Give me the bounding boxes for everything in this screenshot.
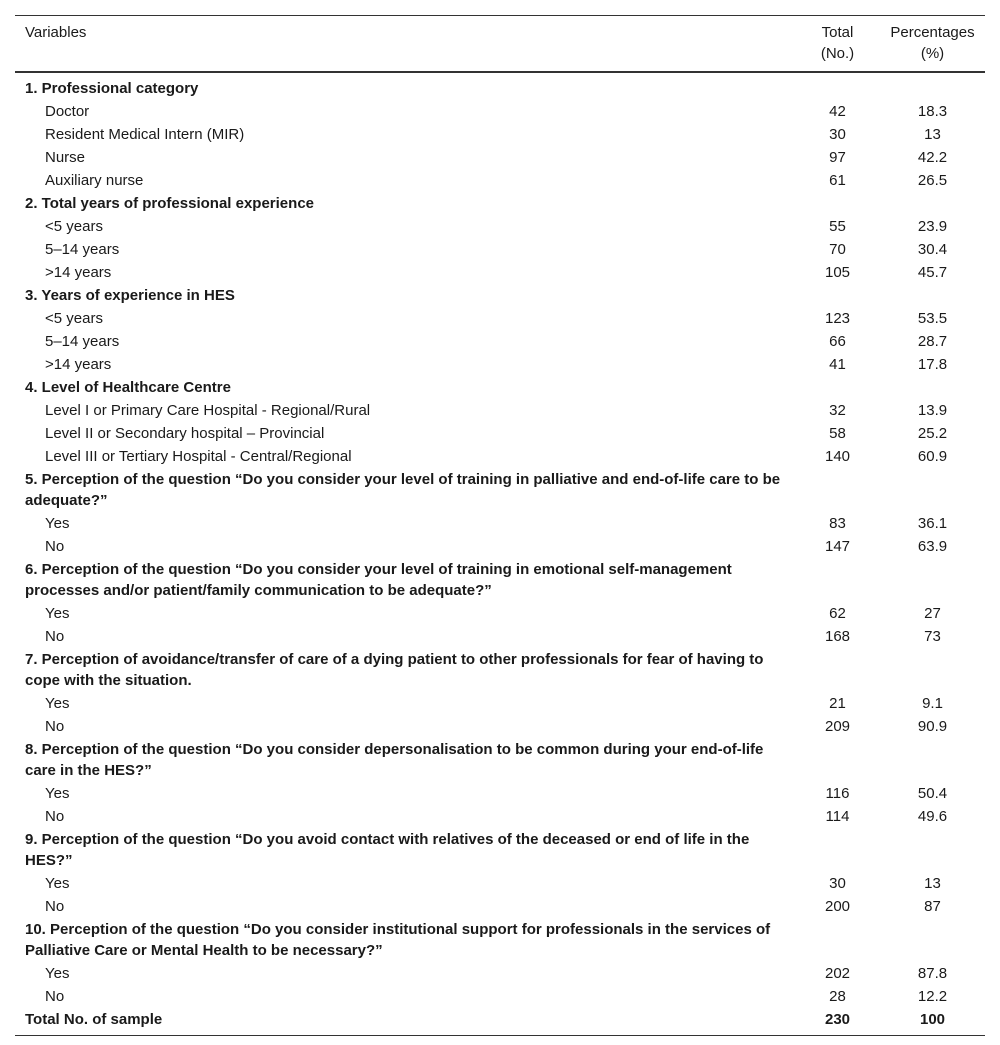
row-total: 83 <box>829 515 846 532</box>
section-title: 9. Perception of the question “Do you avoid contact with relatives of the deceased or end of life in the HES?” <box>25 831 750 869</box>
row-percentage: 36.1 <box>917 515 948 532</box>
table-row <box>15 123 985 146</box>
row-label: Nurse <box>45 149 86 166</box>
row-label: 5–14 years <box>45 241 120 258</box>
empty-cell <box>880 468 985 512</box>
table-row <box>15 422 985 445</box>
row-total: 55 <box>829 218 846 235</box>
empty-cell <box>795 192 880 215</box>
row-label: Yes <box>45 875 70 892</box>
table-row <box>15 962 985 985</box>
empty-cell <box>880 376 985 399</box>
table-row <box>15 985 985 1008</box>
table-body <box>15 72 985 1036</box>
row-percentage: 90.9 <box>917 718 948 735</box>
table-row <box>15 782 985 805</box>
table-row <box>15 146 985 169</box>
row-label: Level III or Tertiary Hospital - Central/Regional <box>45 448 352 465</box>
row-percentage: 9.1 <box>922 695 943 712</box>
empty-cell <box>880 284 985 307</box>
section-title: 3. Years of experience in HES <box>25 287 235 304</box>
row-label: No <box>45 538 65 555</box>
section-row <box>15 72 985 100</box>
section-row <box>15 376 985 399</box>
row-percentage: 25.2 <box>917 425 948 442</box>
row-percentage: 18.3 <box>917 103 948 120</box>
row-percentage: 53.5 <box>917 310 948 327</box>
row-label: >14 years <box>45 264 112 281</box>
section-title: 6. Perception of the question “Do you consider your level of training in emotional self-management processes and/or patient/family communication to be adequate?” <box>25 561 732 599</box>
empty-cell <box>880 192 985 215</box>
row-label: 5–14 years <box>45 333 120 350</box>
table-row <box>15 238 985 261</box>
row-total: 28 <box>829 988 846 1005</box>
row-percentage: 60.9 <box>917 448 948 465</box>
total-percentage: 100 <box>919 1011 946 1028</box>
row-percentage: 23.9 <box>917 218 948 235</box>
table-row <box>15 715 985 738</box>
table-row <box>15 805 985 828</box>
section-row <box>15 738 985 782</box>
row-total: 209 <box>824 718 851 735</box>
row-label: <5 years <box>45 218 103 235</box>
row-label: No <box>45 718 65 735</box>
section-row <box>15 558 985 602</box>
header-variables: Variables <box>25 24 87 41</box>
row-total: 97 <box>829 149 846 166</box>
header-total-line1: Total <box>821 24 854 41</box>
section-row <box>15 648 985 692</box>
row-percentage: 50.4 <box>917 785 948 802</box>
row-label: Level II or Secondary hospital – Provincial <box>45 425 325 442</box>
section-row <box>15 468 985 512</box>
row-total: 140 <box>824 448 851 465</box>
row-label: Yes <box>45 785 70 802</box>
row-total: 32 <box>829 402 846 419</box>
table-row <box>15 307 985 330</box>
section-title: 7. Perception of avoidance/transfer of care of a dying patient to other professionals for fear of having to cope with the situation. <box>25 651 764 689</box>
row-label: Yes <box>45 965 70 982</box>
row-label: Level I or Primary Care Hospital - Regional/Rural <box>45 402 371 419</box>
row-total: 114 <box>825 808 850 825</box>
row-label: No <box>45 988 65 1005</box>
table-row <box>15 169 985 192</box>
section-row <box>15 192 985 215</box>
row-percentage: 30.4 <box>917 241 948 258</box>
row-percentage: 45.7 <box>917 264 948 281</box>
row-label: Auxiliary nurse <box>45 172 144 189</box>
empty-cell <box>795 72 880 100</box>
empty-cell <box>795 648 880 692</box>
total-label: Total No. of sample <box>25 1011 163 1028</box>
section-row <box>15 284 985 307</box>
table-row <box>15 602 985 625</box>
empty-cell <box>880 738 985 782</box>
row-total: 66 <box>829 333 846 350</box>
row-total: 116 <box>825 785 850 802</box>
table-row <box>15 399 985 422</box>
row-label: Resident Medical Intern (MIR) <box>45 126 245 143</box>
row-total: 21 <box>829 695 846 712</box>
section-title: 1. Professional category <box>25 80 199 97</box>
row-total: 61 <box>829 172 846 189</box>
row-total: 168 <box>824 628 851 645</box>
row-percentage: 73 <box>924 628 941 645</box>
table-row <box>15 625 985 648</box>
header-pct-line1: Percentages <box>890 24 975 41</box>
row-percentage: 49.6 <box>917 808 948 825</box>
section-title: 4. Level of Healthcare Centre <box>25 379 231 396</box>
table-row <box>15 692 985 715</box>
table-header <box>15 16 985 73</box>
empty-cell <box>880 918 985 962</box>
table-row <box>15 872 985 895</box>
empty-cell <box>795 828 880 872</box>
empty-cell <box>795 558 880 602</box>
row-percentage: 63.9 <box>917 538 948 555</box>
section-title: 10. Perception of the question “Do you consider institutional support for professionals in the services of Palliative Care or Mental Health to be necessary?” <box>25 921 771 959</box>
row-total: 105 <box>824 264 851 281</box>
header-percentages <box>880 16 985 73</box>
empty-cell <box>795 376 880 399</box>
empty-cell <box>795 918 880 962</box>
section-row <box>15 918 985 962</box>
empty-cell <box>880 828 985 872</box>
empty-cell <box>880 558 985 602</box>
row-label: No <box>45 808 65 825</box>
total-count: 230 <box>824 1011 851 1028</box>
section-row <box>15 828 985 872</box>
row-label: No <box>45 628 65 645</box>
row-percentage: 28.7 <box>917 333 948 350</box>
total-row <box>15 1008 985 1036</box>
row-label: Doctor <box>45 103 90 120</box>
row-percentage: 42.2 <box>917 149 948 166</box>
row-percentage: 13.9 <box>917 402 948 419</box>
row-percentage: 26.5 <box>917 172 948 189</box>
table-row <box>15 330 985 353</box>
table-row <box>15 895 985 918</box>
row-label: Yes <box>45 515 70 532</box>
results-table <box>15 15 985 1036</box>
row-label: >14 years <box>45 356 112 373</box>
table-container <box>15 0 985 1036</box>
row-total: 42 <box>829 103 846 120</box>
row-percentage: 87 <box>924 898 941 915</box>
table-row <box>15 535 985 558</box>
table-row <box>15 100 985 123</box>
row-total: 202 <box>824 965 851 982</box>
section-title: 5. Perception of the question “Do you consider your level of training in palliative and end-of-life care to be adequate?” <box>25 471 781 509</box>
table-row <box>15 215 985 238</box>
table-row <box>15 353 985 376</box>
row-total: 30 <box>829 875 846 892</box>
empty-cell <box>795 468 880 512</box>
header-pct-line2: (%) <box>920 45 945 62</box>
header-total-line2: (No.) <box>820 45 855 62</box>
row-label: No <box>45 898 65 915</box>
row-percentage: 13 <box>924 875 941 892</box>
empty-cell <box>880 72 985 100</box>
row-total: 123 <box>824 310 851 327</box>
row-total: 147 <box>824 538 851 555</box>
header-row <box>15 16 985 73</box>
row-percentage: 87.8 <box>917 965 948 982</box>
row-total: 62 <box>829 605 846 622</box>
row-percentage: 13 <box>924 126 941 143</box>
table-row <box>15 261 985 284</box>
row-total: 70 <box>829 241 846 258</box>
row-label: <5 years <box>45 310 103 327</box>
header-total <box>795 16 880 73</box>
section-title: 2. Total years of professional experience <box>25 195 314 212</box>
table-row <box>15 512 985 535</box>
row-percentage: 17.8 <box>917 356 948 373</box>
row-total: 200 <box>824 898 851 915</box>
empty-cell <box>795 738 880 782</box>
section-title: 8. Perception of the question “Do you consider depersonalisation to be common during your end-of-life care in the HES?” <box>25 741 764 779</box>
table-row <box>15 445 985 468</box>
empty-cell <box>880 648 985 692</box>
row-label: Yes <box>45 605 70 622</box>
row-total: 58 <box>829 425 846 442</box>
row-percentage: 27 <box>924 605 941 622</box>
row-percentage: 12.2 <box>917 988 948 1005</box>
row-total: 30 <box>829 126 846 143</box>
row-label: Yes <box>45 695 70 712</box>
row-total: 41 <box>829 356 846 373</box>
empty-cell <box>795 284 880 307</box>
